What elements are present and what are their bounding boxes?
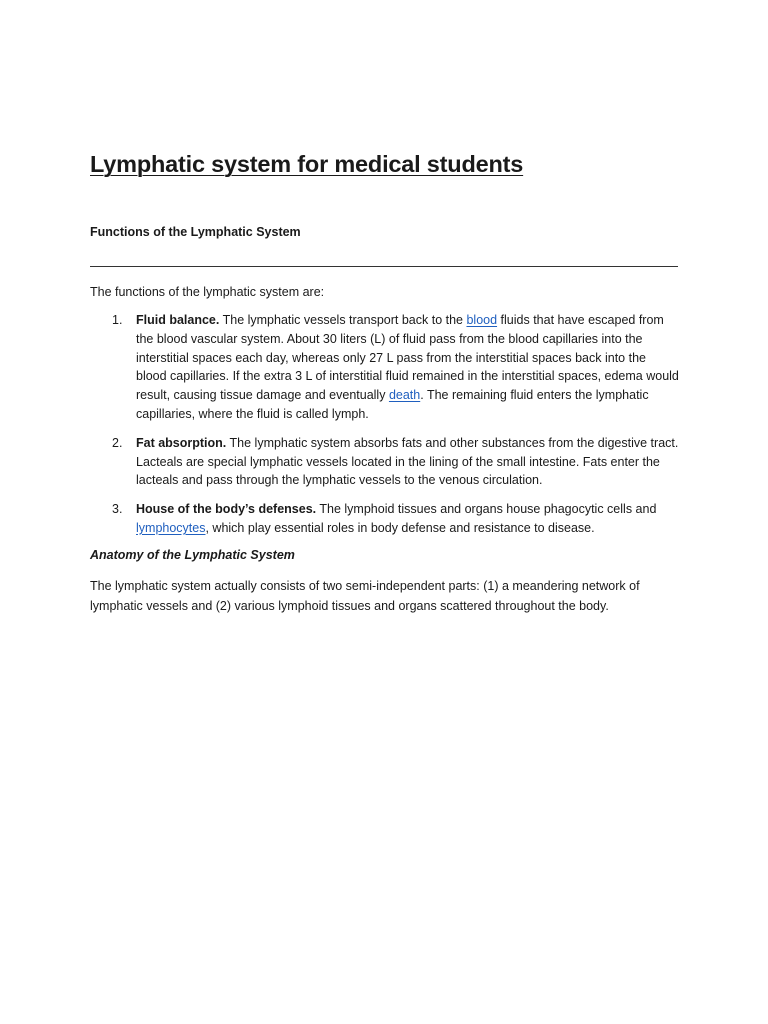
list-item-text: . The remaining fluid enters the lymphatic capillaries, where the fluid is called lymph. bbox=[136, 388, 649, 421]
anatomy-paragraph: The lymphatic system actually consists of two semi-independent parts: (1) a meandering network of lymphatic vessels and (2) various lymphoid tissues and organs scattered throughout the body. bbox=[90, 579, 640, 613]
list-item-lead: House of the body’s defenses. bbox=[136, 502, 317, 517]
list-item-number: 2. bbox=[112, 435, 123, 450]
list-item bbox=[90, 311, 680, 424]
list-item-text: fluids that have escaped from the blood vascular system. About 30 liters (L) of fluid pass from the blood capillaries into the interstitial spaces each day, whereas only 27 L pass from the interstitial spaces back into the blood capillaries. If the extra 3 L of interstitial fluid remained in the interstitial spaces, edema would result, causing tissue damage and eventually bbox=[136, 313, 679, 403]
page-title: Lymphatic system for medical students bbox=[90, 151, 524, 177]
list-item-text: The lymphatic vessels transport back to the bbox=[219, 313, 467, 327]
intro-paragraph: The functions of the lymphatic system are: bbox=[90, 285, 325, 299]
list-item bbox=[90, 500, 680, 538]
list-item-number: 1. bbox=[112, 313, 123, 327]
list-item-text: , which play essential roles in body defense and resistance to disease. bbox=[205, 520, 595, 535]
functions-list bbox=[90, 311, 680, 548]
anatomy-heading: Anatomy of the Lymphatic System bbox=[90, 548, 295, 562]
list-item-lead: Fat absorption. bbox=[136, 435, 227, 450]
list-item-number: 3. bbox=[112, 502, 123, 517]
list-item-lead: Fluid balance. bbox=[136, 313, 220, 327]
horizontal-divider bbox=[90, 266, 678, 267]
lymphocytes-link[interactable]: lymphocytes bbox=[136, 520, 206, 535]
blood-link[interactable]: blood bbox=[466, 313, 498, 327]
list-item-text: The lymphoid tissues and organs house phagocytic cells and bbox=[316, 502, 657, 517]
list-item-text: The lymphatic system absorbs fats and other substances from the digestive tract. Lacteals are special lymphatic vessels located in the lining of the small intestine. Fats enter the lacteals and pass through the lymphatic vessels to the venous circulation. bbox=[136, 435, 679, 488]
section-heading: Functions of the Lymphatic System bbox=[90, 225, 301, 239]
death-link[interactable]: death bbox=[388, 388, 421, 403]
list-item bbox=[90, 434, 680, 490]
